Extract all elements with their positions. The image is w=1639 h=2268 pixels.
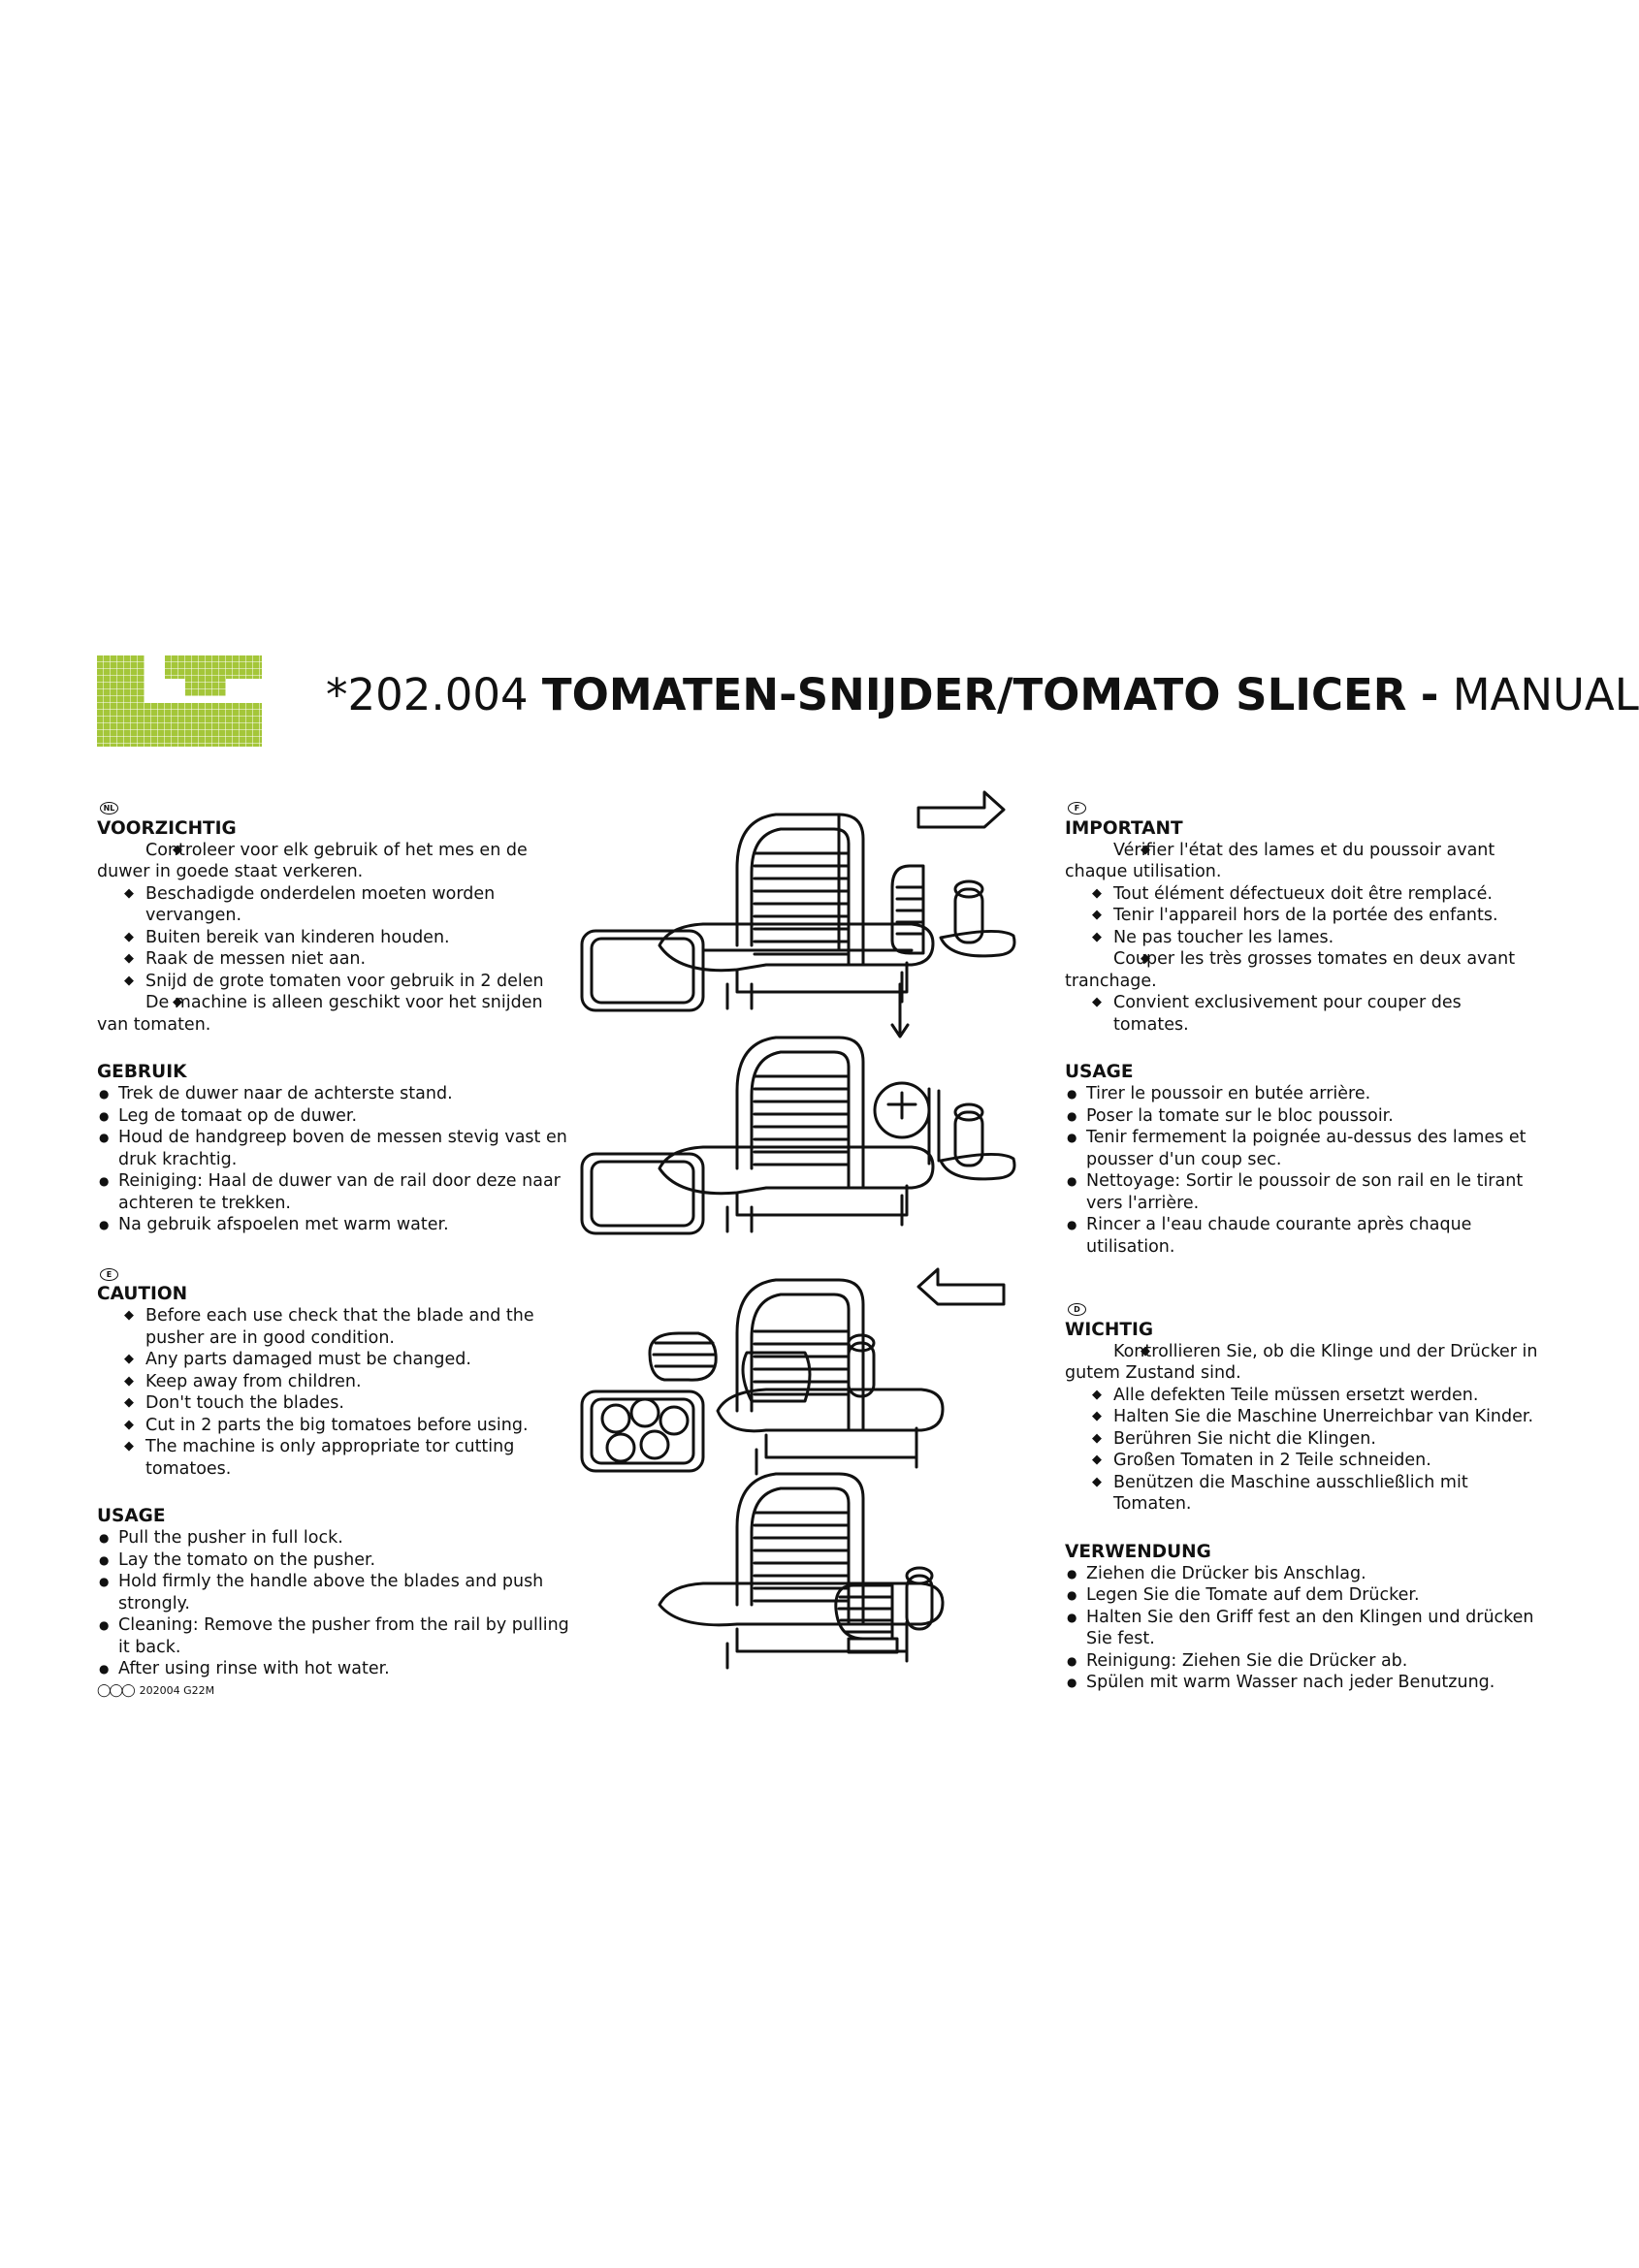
- list-item: ● Spülen mit warm Wasser nach jeder Benutzung.: [1065, 1672, 1540, 1694]
- title-suffix: MANUAL: [1452, 669, 1639, 720]
- nl-caution-list: [97, 840, 572, 1037]
- list-item: ◆ Couper les très grosses tomates en deux avant tranchage.: [1065, 948, 1540, 992]
- de-caution-section: [1065, 1296, 1540, 1516]
- list-item: ● Poser la tomate sur le bloc poussoir.: [1065, 1105, 1540, 1128]
- nl-usage-list: [97, 1083, 572, 1236]
- list-item: ● Tenir fermement la poignée au-dessus des lames et pousser d'un coup sec.: [1065, 1127, 1540, 1170]
- right-column: [1065, 795, 1540, 1719]
- en-usage-heading: USAGE: [97, 1506, 166, 1526]
- list-item: ◆ Benützen die Maschine ausschließlich mit Tomaten.: [1065, 1472, 1540, 1516]
- list-item: ◆ Any parts damaged must be changed.: [97, 1349, 572, 1371]
- list-item: ◆ Don't touch the blades.: [97, 1392, 572, 1415]
- de-caution-heading: WICHTIG: [1065, 1319, 1154, 1340]
- illustration-step-2: [582, 984, 1014, 1233]
- fr-caution-list: [1065, 840, 1540, 1037]
- en-usage-list: [97, 1527, 572, 1680]
- de-usage-heading: VERWENDUNG: [1065, 1541, 1211, 1562]
- list-item: ● Rincer a l'eau chaude courante après chaque utilisation.: [1065, 1214, 1540, 1258]
- list-item: ◆ Buiten bereik van kinderen houden.: [97, 927, 572, 949]
- document-code: [97, 1684, 572, 1698]
- list-item: ◆ Cut in 2 parts the big tomatoes before using.: [97, 1415, 572, 1437]
- list-item: ● After using rinse with hot water.: [97, 1658, 572, 1680]
- en-language-badge: E: [100, 1268, 118, 1281]
- nl-usage-heading: GEBRUIK: [97, 1062, 187, 1082]
- list-item: ◆ Beschadigde onderdelen moeten worden vervangen.: [97, 883, 572, 927]
- fr-language-badge: F: [1068, 802, 1086, 815]
- list-item: ◆ Controleer voor elk gebruik of het mes en de duwer in goede staat verkeren.: [97, 840, 572, 883]
- list-item: ◆ Vérifier l'état des lames et du poussoir avant chaque utilisation.: [1065, 840, 1540, 883]
- list-item: ◆ Ne pas toucher les lames.: [1065, 927, 1540, 949]
- list-item: ◆ Snijd de grote tomaten voor gebruik in 2 delen: [97, 971, 572, 993]
- en-caution-section: [97, 1262, 572, 1481]
- list-item: ◆ Raak de messen niet aan.: [97, 948, 572, 971]
- fr-caution-heading: IMPORTANT: [1065, 817, 1183, 839]
- list-item: ● Pull the pusher in full lock.: [97, 1527, 572, 1549]
- en-usage-section: [97, 1505, 572, 1680]
- list-item: ● Leg de tomaat op de duwer.: [97, 1105, 572, 1128]
- fr-usage-section: [1065, 1061, 1540, 1258]
- page-title: [326, 669, 1639, 720]
- title-product: TOMATEN-SNIJDER/TOMATO SLICER: [541, 669, 1407, 720]
- fr-usage-heading: USAGE: [1065, 1062, 1134, 1082]
- list-item: ◆ Keep away from children.: [97, 1371, 572, 1393]
- list-item: ◆ Tenir l'appareil hors de la portée des enfants.: [1065, 905, 1540, 927]
- en-caution-heading: CAUTION: [97, 1284, 188, 1304]
- en-caution-list: [97, 1305, 572, 1480]
- de-usage-section: [1065, 1541, 1540, 1694]
- arrow-left-icon: [918, 1269, 1004, 1304]
- list-item: ◆ Convient exclusivement pour couper des tomates.: [1065, 992, 1540, 1036]
- nl-caution-heading: VOORZICHTIG: [97, 817, 237, 839]
- list-item: ◆ Berühren Sie nicht die Klingen.: [1065, 1428, 1540, 1451]
- list-item: ● Tirer le poussoir en butée arrière.: [1065, 1083, 1540, 1105]
- illustration-step-3: [582, 1269, 1004, 1474]
- fr-usage-list: [1065, 1083, 1540, 1258]
- list-item: ● Ziehen die Drücker bis Anschlag.: [1065, 1563, 1540, 1585]
- title-number: *202.004: [326, 669, 529, 720]
- list-item: ● Lay the tomato on the pusher.: [97, 1549, 572, 1572]
- arrow-right-icon: [918, 792, 1004, 827]
- nl-language-badge: NL: [100, 802, 118, 815]
- list-item: ● Houd de handgreep boven de messen stevig vast en druk krachtig.: [97, 1127, 572, 1170]
- rings-icon: ◯◯◯: [97, 1682, 134, 1698]
- slicer-illustrations: [572, 781, 1057, 1634]
- list-item: ◆ Halten Sie die Maschine Unerreichbar van Kinder.: [1065, 1406, 1540, 1428]
- list-item: ● Na gebruik afspoelen met warm water.: [97, 1214, 572, 1236]
- illustration-step-1: [582, 792, 1014, 1010]
- list-item: ● Trek de duwer naar de achterste stand.: [97, 1083, 572, 1105]
- brand-logo: [97, 655, 262, 747]
- list-item: ● Nettoyage: Sortir le poussoir de son rail en le tirant vers l'arrière.: [1065, 1170, 1540, 1214]
- nl-usage-section: [97, 1061, 572, 1236]
- illustration-step-4: [659, 1474, 943, 1668]
- list-item: ● Halten Sie den Griff fest an den Klingen und drücken Sie fest.: [1065, 1607, 1540, 1650]
- list-item: ● Legen Sie die Tomate auf dem Drücker.: [1065, 1584, 1540, 1607]
- list-item: ◆ Alle defekten Teile müssen ersetzt werden.: [1065, 1385, 1540, 1407]
- list-item: ◆ Kontrollieren Sie, ob die Klinge und der Drücker in gutem Zustand sind.: [1065, 1341, 1540, 1385]
- title-dash: -: [1420, 669, 1439, 720]
- list-item: ◆ Tout élément défectueux doit être remplacé.: [1065, 883, 1540, 906]
- footer-code-text: 202004 G22M: [139, 1683, 215, 1697]
- list-item: ◆ Großen Tomaten in 2 Teile schneiden.: [1065, 1450, 1540, 1472]
- list-item: ● Reinigung: Ziehen Sie die Drücker ab.: [1065, 1650, 1540, 1673]
- list-item: ◆ De machine is alleen geschikt voor het snijden van tomaten.: [97, 992, 572, 1036]
- list-item: ● Cleaning: Remove the pusher from the rail by pulling it back.: [97, 1614, 572, 1658]
- nl-caution-section: [97, 795, 572, 1036]
- de-caution-list: [1065, 1341, 1540, 1516]
- fr-caution-section: [1065, 795, 1540, 1036]
- list-item: ◆ Before each use check that the blade and the pusher are in good condition.: [97, 1305, 572, 1349]
- de-language-badge: D: [1068, 1303, 1086, 1316]
- de-usage-list: [1065, 1563, 1540, 1694]
- left-column: [97, 795, 572, 1698]
- list-item: ◆ The machine is only appropriate tor cutting tomatoes.: [97, 1436, 572, 1480]
- list-item: ● Hold firmly the handle above the blades and push strongly.: [97, 1571, 572, 1614]
- list-item: ● Reiniging: Haal de duwer van de rail door deze naar achteren te trekken.: [97, 1170, 572, 1214]
